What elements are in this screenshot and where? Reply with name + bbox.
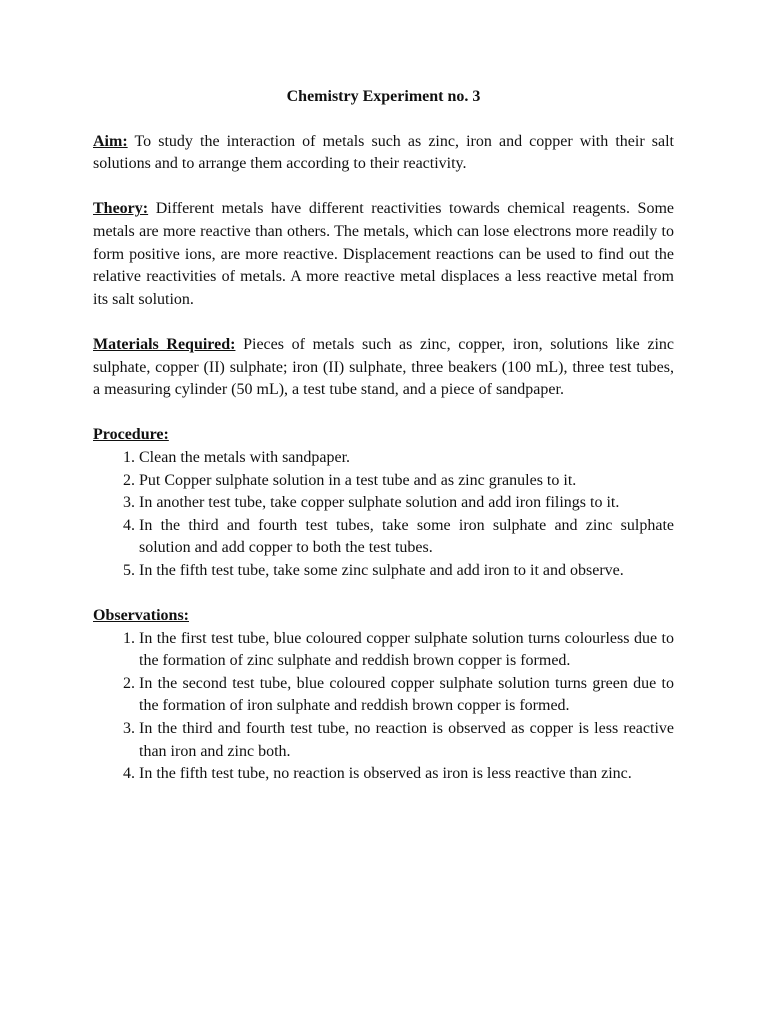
procedure-step: 1. Clean the metals with sandpaper. [139,447,674,470]
materials-section [93,334,674,402]
theory-text: Different metals have different reactivities towards chemical reagents. Some metals are more reactive than others. The metals, which can lose electrons more readily to form positive ions, are more reactive. Displacement reactions can be used to find out the relative reactivities of metals. A more reactive metal displaces a less reactive metal from its salt solution. [93,200,674,308]
materials-heading: Materials Required: [93,335,236,353]
aim-text: To study the interaction of metals such as zinc, iron and copper with their salt solutions and to arrange them according to their reactivity. [93,132,674,173]
procedure-heading: Procedure: [93,426,169,444]
observations-section [93,605,674,786]
theory-heading: Theory: [93,200,149,218]
document-title: Chemistry Experiment no. 3 [286,88,481,105]
aim-heading: Aim: [93,132,128,150]
procedure-step: 4. In the third and fourth test tubes, take some iron sulphate and zinc sulphate solution and add copper to both the test tubes. [139,515,674,560]
observation-item: 2. In the second test tube, blue coloured copper sulphate solution turns green due to the formation of iron sulphate and reddish brown copper is formed. [139,673,674,718]
theory-section [93,198,674,311]
procedure-step: 5. In the fifth test tube, take some zinc sulphate and add iron to it and observe. [139,560,674,583]
procedure-step: 2. Put Copper sulphate solution in a test tube and as zinc granules to it. [139,470,674,493]
observations-heading: Observations: [93,607,189,625]
observations-list [93,628,674,786]
observation-item: 1. In the first test tube, blue coloured copper sulphate solution turns colourless due to the formation of zinc sulphate and reddish brown copper is formed. [139,628,674,673]
document-page [93,86,674,808]
procedure-step: 3. In another test tube, take copper sulphate solution and add iron filings to it. [139,492,674,515]
materials-text: Pieces of metals such as zinc, copper, iron, solutions like zinc sulphate, copper (II) sulphate; iron (II) sulphate, three beakers (100 mL), three test tubes, a measuring cylinder (50 mL), a test tube stand, and a piece of sandpaper. [93,335,674,399]
observation-item: 4. In the fifth test tube, no reaction is observed as iron is less reactive than zinc. [139,763,674,786]
observation-item: 3. In the third and fourth test tube, no reaction is observed as copper is less reactive than iron and zinc both. [139,718,674,763]
procedure-section [93,424,674,582]
procedure-list [93,447,674,583]
aim-section [93,131,674,176]
